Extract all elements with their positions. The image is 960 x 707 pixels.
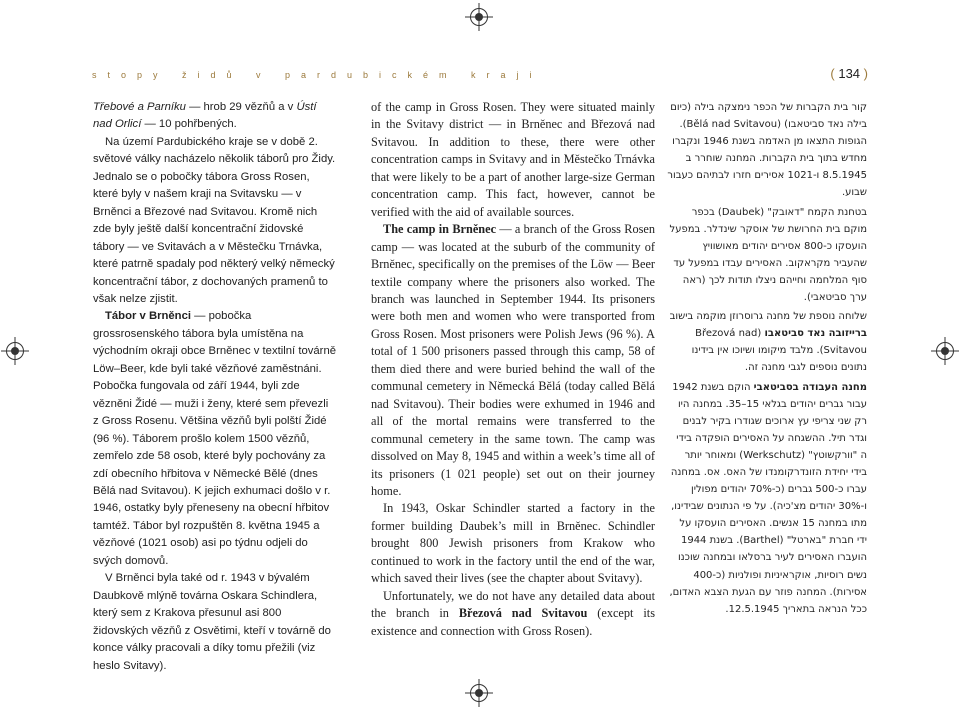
page-number: ( 134 ) [830,66,868,81]
cs-text: — hrob 29 vězňů a v [185,101,297,113]
en-text: — a branch of the Gross Rosen camp — was located at the suburb of the community of Brněnec, specifically on the premises of the Löw — Beer textile company where the prisoners also worked. The branch was launched in September 1944. Its prisoners were both men and women who were transported from Gross Rosen. Most prisoners were Polish Jews (96 %). A total of 1 500 prisoners passed through this camp, 58 of them died there and were buried behind the wall of the communal cemetery in Německá Bělá (today called Bělá nad Svitavou). Their bodies were exhumed in 1946 and all of the mortal remains were transferred to the communal cemetery in the same town. The camp was dissolved on May 8, 1945 and within a week’s time all of its prisoners (1 021 people) set out on their journey home. [371,222,655,498]
cs-paragraph-1 [93,99,336,134]
cs-text: — pobočka grossrosenského tábora byla umístěna na východním okraji obce Brněnec v textilní továrně Löw–Beer, kde byli také vězňové zaměstnáni. Pobočka fungovala od září 1944, byli zde vězněni Židé — muži i ženy, které sem převezli z Gross Rosenu. Většina vězňů byli polští Židé (96 %). Táborem prošlo kolem 1500 vězňů, zemřelo zde 58 osob, které byly pochovány za zdí obecního hřbitova v Německé Bělé (dnes Bělá nad Svitavou). K jejich exhumaci došlo v r. 1946, ostatky byly přeneseny na obecní hřbitov tamtéž. Tábor byl rozpuštěn 8. května 1945 a vězňové (1021 osob) asi po týdnu odjeli do svých domovů. [93,310,337,567]
en-paragraph-1: of the camp in Gross Rosen. They were situated mainly in the Svitavy district — in Brněnec and Březová nad Svitavou. In addition to these, there were other concentration camps in Svitavy and in Městečko Trnávka that were likely to be a part of another large-size German concentration camp. This fact, however, cannot be verified with the aid of available sources. [371,100,655,219]
cs-place-2: Ústí nad Orlicí [93,101,317,131]
en-text: (except its existence and connection with Gross Rosen). [371,606,656,638]
en-paragraph-3: In 1943, Oskar Schindler started a factory in the former building Daubek’s mill in Brněnec. Schindler brought 800 Jewish prisoners from Krakow who continued to work in the factory until the end of the war, which saved their lives (see the chapter about Svitavy). [371,501,655,586]
cs-paragraph-4: V Brněnci byla také od r. 1943 v bývalém Daubkově mlýně továrna Oskara Schindlera, který sem z Krakova přesunul asi 800 židovských vězňů z Osvětimi, kteří v továrně do konce války pracovali a díky tomu přežili (viz heslo Svitavy). [93,572,331,672]
registration-mark-bottom [470,684,488,702]
cs-paragraph-2: Na území Pardubického kraje se v době 2. světové války nacházelo několik táborů pro Židy. Jednalo se o pobočky tábora Gross Rosen, které byly v našem kraji na Svitavsku — v Brněnci a Březové nad Svitavou. Kromě nich zde byly ještě další koncentrační židovské tábory — ve Svitavách a v Městečku Trnávka, které patrně spadaly pod některý velký německý koncentrační tábor, z dochovaných pramenů to však nelze zjistit. [93,135,336,305]
he-text: הוקם בשנת 1942 עבור גברים יהודים בגלאי 15–35. במחנה היו רק שני צריפי עץ ארוכים שגודרו בקיר לבנים וגדר תיל. ההשגחה על האסירים הופקדה בידי ה "וורקשוטץ" (Werkschutz) ומאוחר יותר בידי יחידת הזונדרקומנדו של האס. אס. במחנה עברו כ-500 גברים (כ-70% יהודים מפולין ו-30% יהודים מצ'כיה). על פי הנתונים שבידינו, מתו במחנה 15 אנשים. האסירים הועסקו על ידי חברת "בארטל" (Barthel). בשנת 1944 הועברו האסירים לעיר ברסלאו ובמחנה שוכנו נשים רוסיות, אוקראיניות ופולניות (כ-400 אסירות). המחנה פוזר עם הגעת הצבא האדום, ככל הנראה בתאריך 12.5.1945. [669,381,867,615]
he-place-brezova: ברייזובה נאד סביטאבו [764,328,867,340]
he-text: (Březová nad Svitavou). מלבד מיקומו ושיוכו אין בידינו נתונים נוספים לגבי מחנה זה. [691,328,867,374]
en-paragraph-2 [371,221,655,500]
en-heading-brnenec: The camp in Brněnec [383,222,497,237]
cs-heading-brnenec: Tábor v Brněnci [105,310,192,323]
he-heading-svitavy: מחנה העבודה בסביטאבי [753,381,867,393]
cs-place-1: Třebové a Parníku [93,101,186,113]
running-title: stopy židů v pardubickém kraji [92,70,543,80]
registration-mark-left [6,342,24,360]
hebrew-column [667,99,867,618]
en-paragraph-4 [371,588,655,640]
he-paragraph-3 [667,308,867,376]
he-text: שלוחה נוספת של מחנה גרוסרוזן מוקמה בישוב [669,311,867,323]
registration-mark-right [936,342,954,360]
page-number-value: 134 [838,66,861,81]
he-paragraph-2: בטחנת הקמח "דאובק" (Daubek) בכפר מוקם בית החרושת של אוסקר שינדלר. במפעל הועסקו כ-800 אסירים יהודים מאושוויץ שהעביר מקראקוב. האסירים עבדו במפעל עד סוף המלחמה וחייהם ניצלו תודות לכך (ראה ערך סביטאבי). [669,206,867,304]
cs-text: — 10 pohřbených. [141,118,237,131]
page-header [92,68,868,88]
en-text: Unfortunately, we do not have any detailed data about the branch in [371,588,655,621]
he-paragraph-1: קור בית הקברות של הכפר נימצקה בילה (כיום בילה נאד סביטאבו) (Bělá nad Svitavou). הגופות התצאו מן האדמה בשנת 1946 ונקברו מחדש בתוך בית הקברות. המחנה שוחרר ב 8.5.1945 ו-1021 אסירים חזרו לבתיהם כעבור שבוע. [667,102,867,199]
he-paragraph-4 [667,379,867,618]
en-place-brezova: Březová nad Svitavou [458,606,588,621]
registration-mark-top [470,8,488,26]
cs-paragraph-3 [93,308,336,570]
czech-column [93,99,336,675]
english-column [371,99,655,640]
